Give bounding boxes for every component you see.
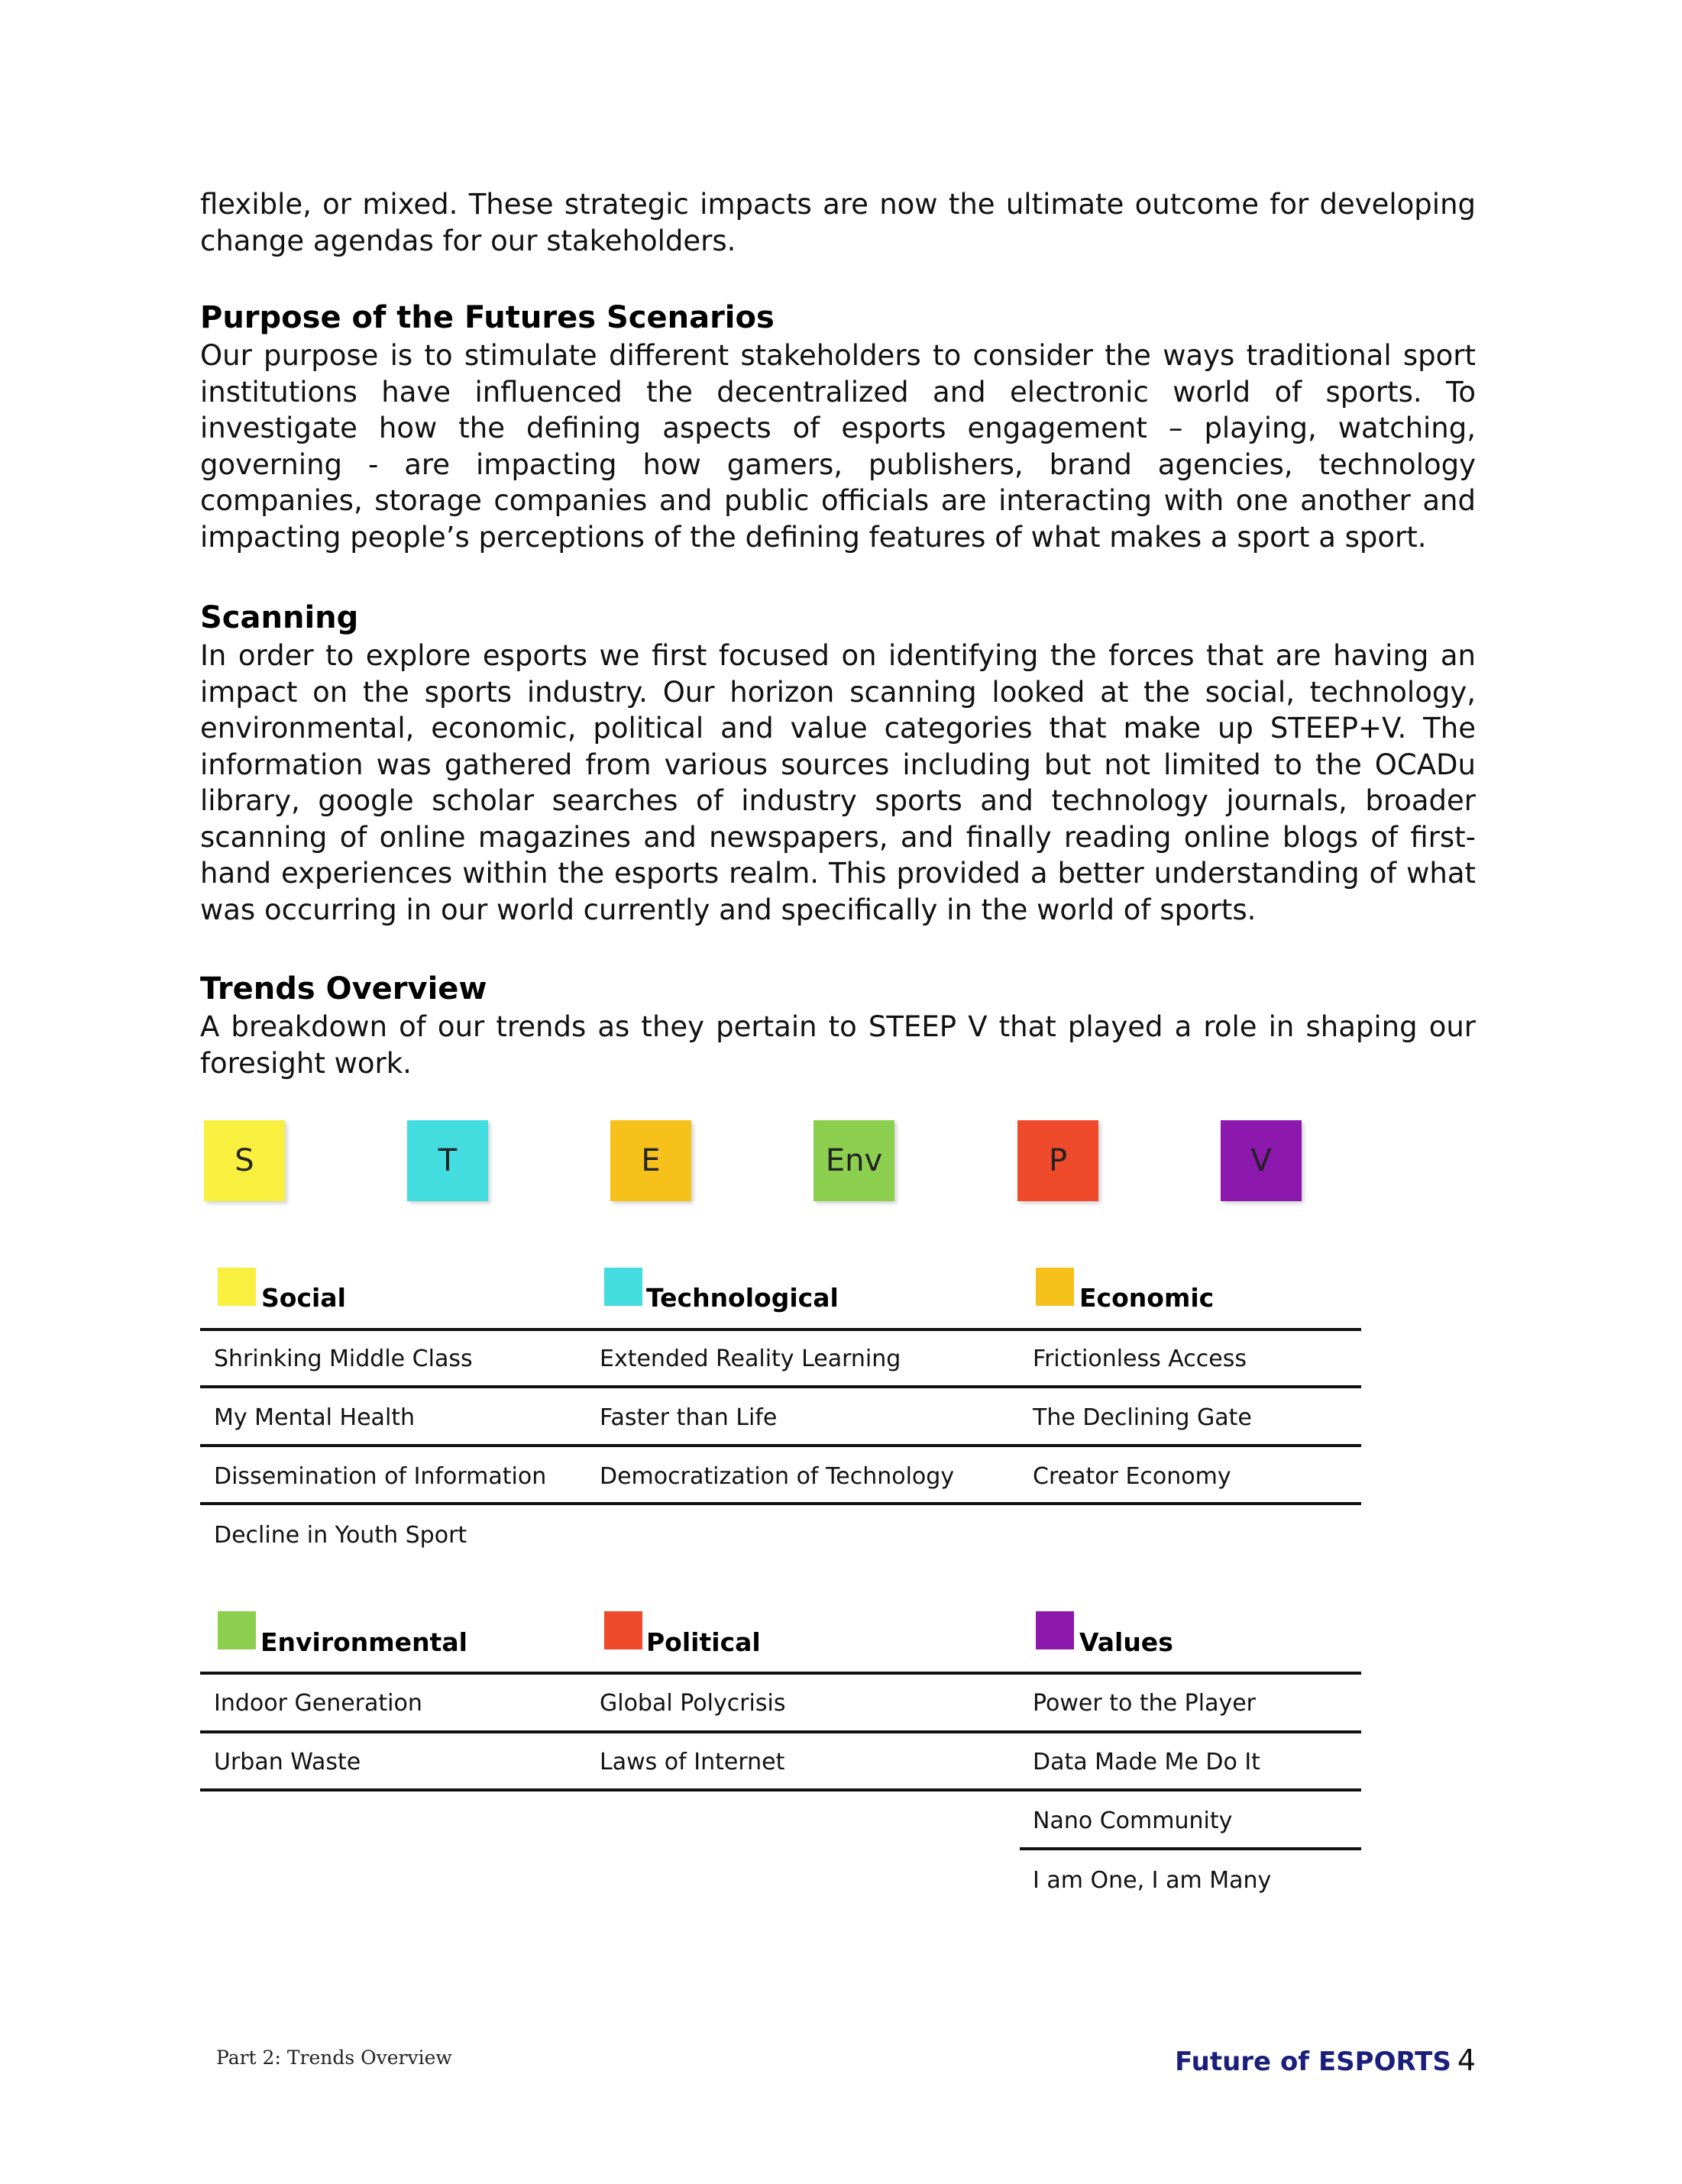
scanning-heading: Scanning (200, 600, 359, 635)
table-rule (200, 1444, 1361, 1447)
table-cell: Faster than Life (600, 1404, 778, 1431)
table-rule (200, 1672, 1361, 1675)
steep-box-economic: E (610, 1120, 691, 1201)
table-rule (200, 1328, 1361, 1331)
technological-column-header: Technological (646, 1283, 839, 1313)
table-cell: Indoor Generation (214, 1690, 422, 1717)
values-column-header: Values (1079, 1627, 1173, 1657)
steep-box-values: V (1221, 1120, 1302, 1201)
technological-color-swatch (604, 1268, 642, 1306)
table-cell: Democratization of Technology (600, 1463, 955, 1490)
table-cell: Dissemination of Information (214, 1463, 547, 1490)
steep-box-environmental: Env (814, 1120, 894, 1201)
environmental-color-swatch (218, 1611, 256, 1649)
table-cell: Decline in Youth Sport (214, 1522, 467, 1549)
table-rule (200, 1788, 1361, 1791)
footer-brand-title: Future of ESPORTS (1175, 2047, 1451, 2077)
purpose-heading: Purpose of the Futures Scenarios (200, 300, 775, 335)
political-color-swatch (604, 1611, 642, 1649)
table-cell: Laws of Internet (600, 1749, 785, 1775)
table-cell: Shrinking Middle Class (214, 1346, 473, 1372)
scanning-paragraph: In order to explore esports we first focused on identifying the forces that are having an impact on the sports industry. Our horizon scanning looked at the social, technology, environmental, economic, political and value categories that make up STEEP+V. The information was gathered from various sources including but not limited to the OCADu library, google scholar searches of industry sports and technology journals, broader scanning of online magazines and newspapers, and finally reading online blogs of first-hand experiences within the esports realm. This provided a better understanding of what was occurring in our world currently and specifically in the world of sports. (200, 639, 1476, 926)
intro-paragraph: flexible, or mixed. These strategic impacts are now the ultimate outcome for developing change agendas for our stakeholders. (200, 188, 1476, 257)
economic-column-header: Economic (1079, 1283, 1215, 1313)
economic-color-swatch (1036, 1268, 1074, 1306)
footer-brand (1175, 2043, 1476, 2077)
trends-heading: Trends Overview (200, 971, 487, 1006)
page-number: 4 (1457, 2043, 1476, 2077)
purpose-paragraph: Our purpose is to stimulate different stakeholders to consider the ways traditional sport institutions have influenced the decentralized and electronic world of sports. To investigate how the defining aspects of esports engagement – playing, watching, governing - are impacting how gamers, publishers, brand agencies, technology companies, storage companies and public officials are interacting with one another and impacting people’s perceptions of the defining features of what makes a sport a sport. (200, 339, 1476, 554)
table-rule (1020, 1847, 1361, 1850)
table-cell: Frictionless Access (1033, 1346, 1247, 1372)
trends-paragraph: A breakdown of our trends as they pertain to STEEP V that played a role in shaping our foresight work. (200, 1010, 1476, 1080)
table-cell: Global Polycrisis (600, 1690, 786, 1717)
table-cell: Power to the Player (1033, 1690, 1257, 1717)
table-rule (200, 1502, 1361, 1505)
values-color-swatch (1036, 1611, 1074, 1649)
table-cell: Nano Community (1033, 1808, 1233, 1834)
steep-box-technological: T (407, 1120, 488, 1201)
table-cell: The Declining Gate (1033, 1404, 1252, 1431)
steep-box-political: P (1017, 1120, 1098, 1201)
table-rule (200, 1385, 1361, 1388)
political-column-header: Political (646, 1627, 761, 1657)
social-column-header: Social (261, 1283, 346, 1313)
table-cell: Urban Waste (214, 1749, 361, 1775)
table-rule (200, 1730, 1361, 1733)
environmental-column-header: Environmental (260, 1627, 467, 1657)
table-cell: Data Made Me Do It (1033, 1749, 1260, 1775)
social-color-swatch (218, 1268, 256, 1306)
table-cell: I am One, I am Many (1033, 1867, 1272, 1894)
steep-box-social: S (204, 1120, 285, 1201)
table-cell: My Mental Health (214, 1404, 416, 1431)
table-cell: Creator Economy (1033, 1463, 1231, 1490)
table-cell: Extended Reality Learning (600, 1346, 901, 1372)
footer-section-label: Part 2: Trends Overview (216, 2047, 452, 2069)
